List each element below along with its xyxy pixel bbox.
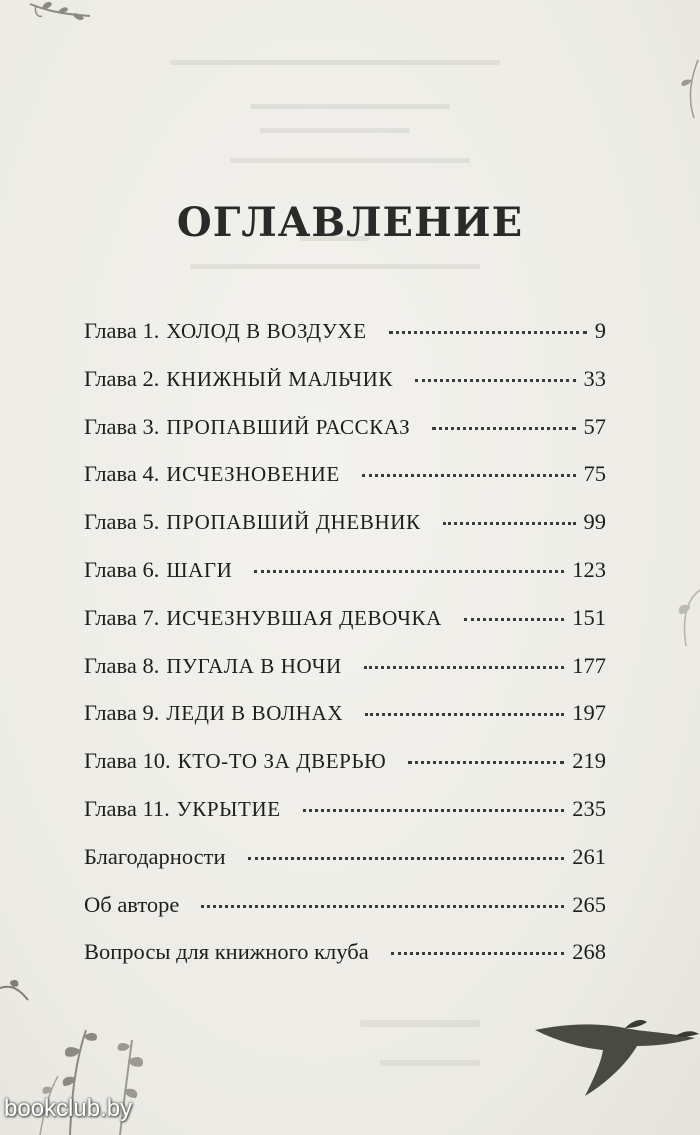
toc-entry[interactable]: [84, 844, 606, 892]
toc-page-number: 75: [583, 461, 606, 487]
dot-leader: [415, 378, 575, 382]
site-watermark: bookclub.by: [4, 1095, 133, 1122]
leaf-sprig-icon: [0, 0, 100, 30]
toc-chapter-label: Глава 10.: [84, 748, 171, 774]
toc-entry[interactable]: [84, 700, 606, 748]
toc-chapter-label: Глава 6.: [84, 556, 160, 582]
toc-page-number: 235: [572, 795, 606, 821]
toc-chapter-label: Глава 2.: [84, 365, 160, 391]
toc-page-number: 151: [572, 604, 606, 630]
show-through-line: [190, 264, 480, 269]
dot-leader: [389, 330, 587, 334]
toc-chapter-title: ХОЛОД В ВОЗДУХЕ: [166, 319, 367, 343]
dot-leader: [201, 904, 564, 908]
page-title: ОГЛАВЛЕНИЕ: [176, 198, 524, 246]
show-through-line: [250, 104, 450, 109]
toc-entry[interactable]: [84, 318, 606, 366]
toc-page-number: 197: [572, 700, 606, 726]
toc-chapter-title: ЛЕДИ В ВОЛНАХ: [166, 701, 344, 726]
toc-entry[interactable]: [84, 557, 606, 605]
toc-chapter-title: ПРОПАВШИЙ РАССКАЗ: [166, 414, 411, 439]
toc-chapter-title: КТО-ТО ЗА ДВЕРЬЮ: [177, 749, 387, 774]
toc-chapter-label: Глава 8.: [84, 652, 160, 678]
toc-page-number: 261: [572, 843, 606, 869]
toc-chapter-title: УКРЫТИЕ: [176, 796, 281, 821]
dot-leader: [408, 760, 564, 764]
dot-leader: [365, 712, 564, 716]
dot-leader: [254, 569, 564, 573]
dot-leader: [303, 808, 565, 812]
toc-chapter-label: Глава 1.: [84, 318, 160, 343]
show-through-line: [230, 158, 470, 163]
toc-page-number: 9: [594, 318, 606, 343]
toc-chapter-label: Благодарности: [84, 843, 226, 869]
dot-leader: [364, 665, 565, 669]
toc-page-number: 177: [572, 652, 606, 678]
toc-entry[interactable]: [84, 748, 606, 796]
toc-chapter-label: Глава 9.: [84, 700, 160, 726]
toc-chapter-label: Об авторе: [84, 891, 180, 917]
toc-page-number: 57: [583, 413, 606, 439]
show-through-line: [260, 128, 410, 133]
bird-icon: [525, 1010, 700, 1100]
branch-icon: [668, 60, 700, 120]
show-through-line: [380, 1060, 480, 1066]
toc-entry[interactable]: [84, 414, 606, 462]
dot-leader: [362, 473, 576, 477]
toc-chapter-title: ИСЧЕЗНОВЕНИЕ: [166, 462, 340, 487]
toc-entry[interactable]: [84, 366, 606, 414]
toc-page-number: 99: [583, 509, 606, 535]
table-of-contents: [84, 318, 606, 987]
toc-entry[interactable]: [84, 892, 606, 940]
toc-page-number: 265: [572, 891, 606, 917]
toc-entry[interactable]: [84, 605, 606, 653]
toc-page-number: 123: [572, 556, 606, 582]
toc-chapter-label: Глава 7.: [84, 604, 160, 630]
toc-chapter-label: Глава 4.: [84, 461, 160, 487]
dot-leader: [443, 521, 576, 525]
toc-entry[interactable]: [84, 509, 606, 557]
toc-page-number: 33: [583, 365, 606, 391]
dot-leader: [391, 951, 565, 955]
toc-chapter-label: Глава 11.: [84, 795, 170, 821]
toc-page-number: 219: [572, 748, 606, 774]
toc-chapter-title: ШАГИ: [166, 557, 233, 582]
toc-chapter-title: ПУГАЛА В НОЧИ: [166, 653, 342, 678]
branch-icon: [656, 580, 700, 650]
toc-chapter-title: КНИЖНЫЙ МАЛЬЧИК: [166, 366, 394, 391]
toc-chapter-label: Вопросы для книжного клуба: [84, 939, 369, 965]
show-through-line: [170, 60, 500, 65]
dot-leader: [464, 617, 564, 621]
toc-chapter-title: ИСЧЕЗНУВШАЯ ДЕВОЧКА: [166, 605, 442, 630]
dot-leader: [432, 426, 575, 430]
toc-page-number: 268: [572, 939, 606, 965]
show-through-line: [360, 1020, 480, 1027]
toc-chapter-title: ПРОПАВШИЙ ДНЕВНИК: [166, 510, 421, 535]
toc-chapter-label: Глава 3.: [84, 413, 160, 439]
toc-entry[interactable]: [84, 796, 606, 844]
toc-chapter-label: Глава 5.: [84, 509, 160, 535]
toc-entry[interactable]: [84, 461, 606, 509]
toc-entry[interactable]: [84, 653, 606, 701]
dot-leader: [248, 856, 565, 860]
